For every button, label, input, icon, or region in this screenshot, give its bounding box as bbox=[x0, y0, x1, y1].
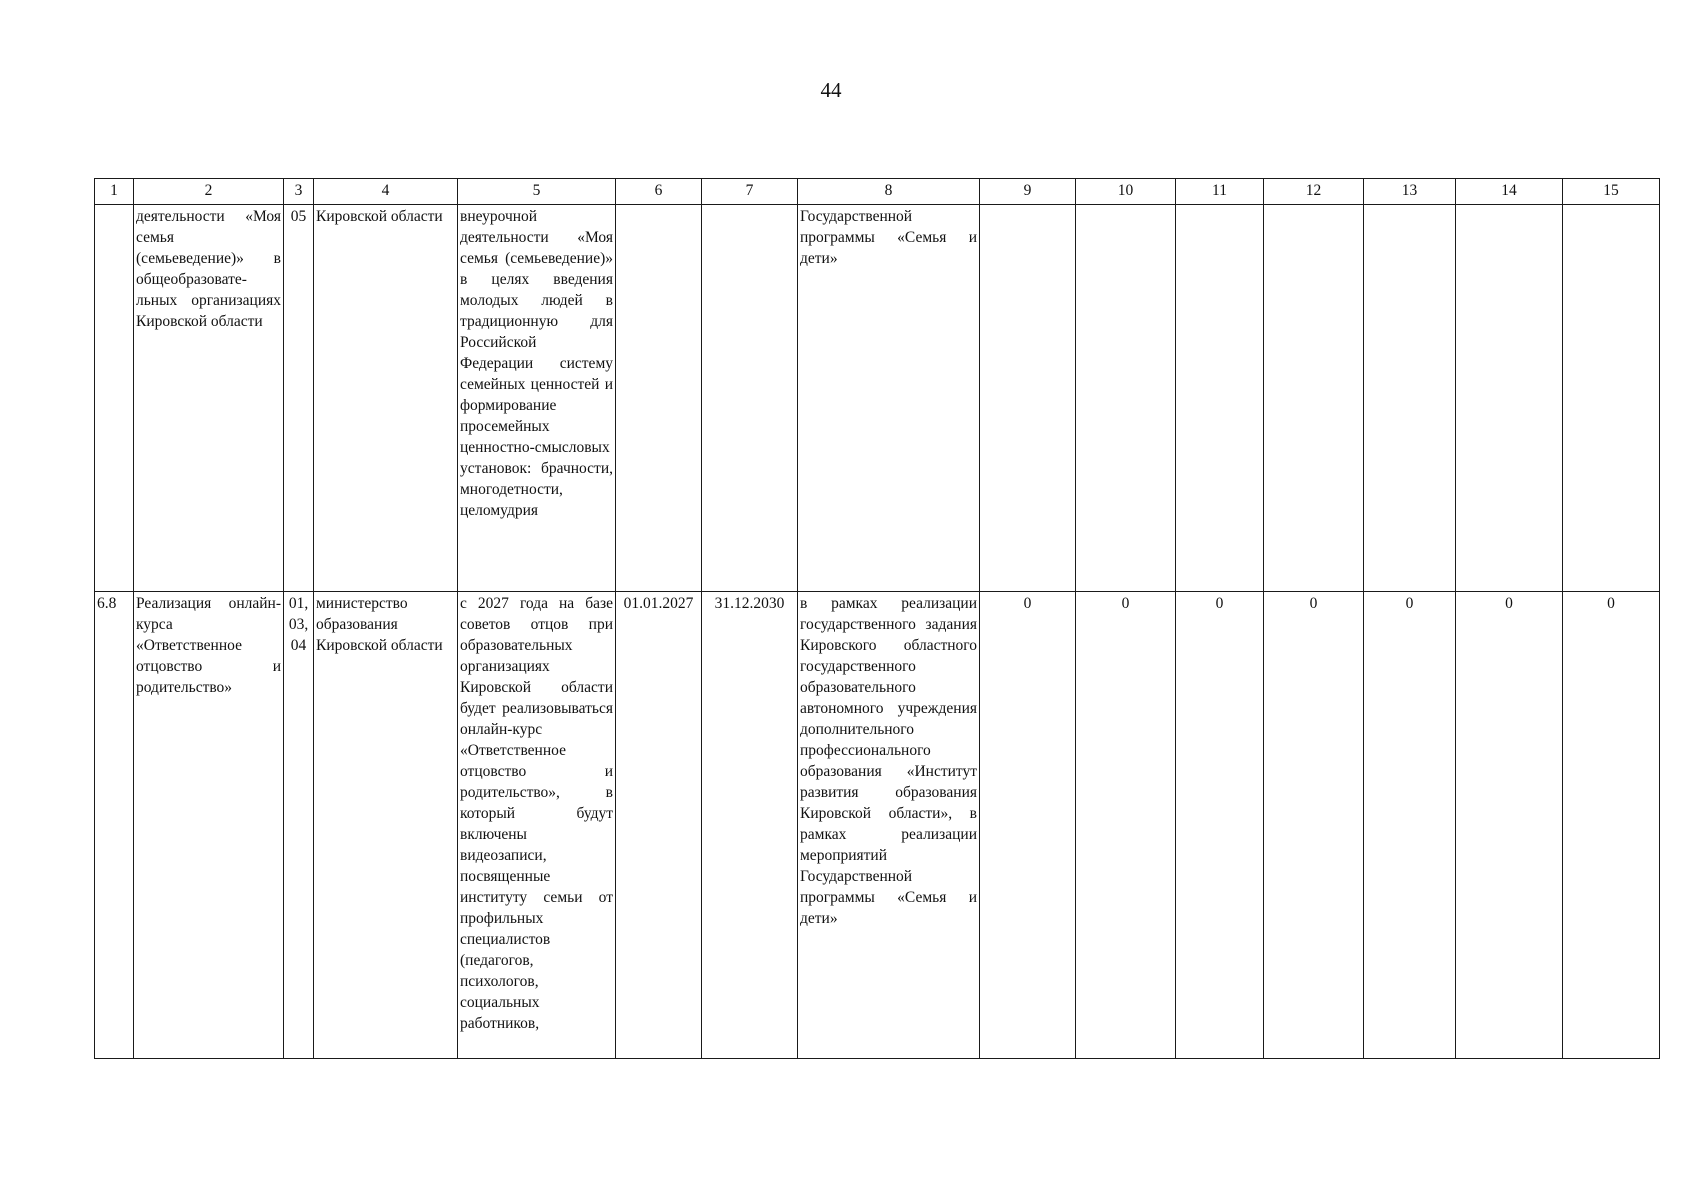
activity-name-cell: деятельности «Моя семья (семьеведение)» в общеобразовате-льных организациях Кировской области bbox=[134, 205, 284, 592]
value-cell bbox=[1456, 205, 1563, 592]
value-cell bbox=[1176, 205, 1264, 592]
column-number: 2 bbox=[134, 179, 284, 205]
value-cell: 0 bbox=[1176, 592, 1264, 1059]
item-number-cell bbox=[95, 205, 134, 592]
value-cell: 0 bbox=[1456, 592, 1563, 1059]
column-number: 6 bbox=[616, 179, 702, 205]
column-number: 5 bbox=[458, 179, 616, 205]
table-row bbox=[95, 205, 1660, 592]
funding-source-cell: Государственной программы «Семья и дети» bbox=[798, 205, 980, 592]
value-cell bbox=[980, 205, 1076, 592]
column-number: 3 bbox=[284, 179, 314, 205]
start-date-cell bbox=[616, 205, 702, 592]
activity-description-cell: с 2027 года на базе советов отцов при образовательных организациях Кировской области будет реализовываться онлайн-курс «Ответственное отцовство и родительство», в который будут включены видеозаписи, посвященные институту семьи от профильных специалистов (педагогов, психологов, социальных работников, bbox=[458, 592, 616, 1059]
funding-source-cell: в рамках реализации государственного задания Кировского областного государственного образовательного автономного учреждения дополнительного профессионального образования «Институт развития образования Кировской области», в рамках реализации мероприятий Государственной программы «Семья и дети» bbox=[798, 592, 980, 1059]
value-cell: 0 bbox=[980, 592, 1076, 1059]
value-cell bbox=[1563, 205, 1660, 592]
end-date-cell: 31.12.2030 bbox=[702, 592, 798, 1059]
responsible-executor-cell: Кировской области bbox=[314, 205, 458, 592]
start-date-cell: 01.01.2027 bbox=[616, 592, 702, 1059]
value-cell: 0 bbox=[1264, 592, 1364, 1059]
item-number-cell: 6.8 bbox=[95, 592, 134, 1059]
value-cell: 0 bbox=[1076, 592, 1176, 1059]
activity-description-cell: внеурочной деятельности «Моя семья (семьеведение)» в целях введения молодых людей в традиционную для Российской Федерации систему семейных ценностей и формирование просемейных ценностно-смысловых установок: брачности, многодетности, целомудрия bbox=[458, 205, 616, 592]
column-number-row bbox=[95, 179, 1660, 205]
responsible-executor-cell: министерство образования Кировской области bbox=[314, 592, 458, 1059]
value-cell bbox=[1364, 205, 1456, 592]
column-number: 14 bbox=[1456, 179, 1563, 205]
task-code-cell: 05 bbox=[284, 205, 314, 592]
column-number: 10 bbox=[1076, 179, 1176, 205]
column-number: 1 bbox=[95, 179, 134, 205]
column-number: 12 bbox=[1264, 179, 1364, 205]
column-number: 15 bbox=[1563, 179, 1660, 205]
value-cell: 0 bbox=[1563, 592, 1660, 1059]
end-date-cell bbox=[702, 205, 798, 592]
column-number: 13 bbox=[1364, 179, 1456, 205]
value-cell bbox=[1076, 205, 1176, 592]
column-number: 11 bbox=[1176, 179, 1264, 205]
column-number: 8 bbox=[798, 179, 980, 205]
program-activities-table bbox=[94, 178, 1660, 1059]
column-number: 7 bbox=[702, 179, 798, 205]
table-row bbox=[95, 592, 1660, 1059]
column-number: 4 bbox=[314, 179, 458, 205]
activity-name-cell: Реализация онлайн-курса «Ответственное отцовство и родительство» bbox=[134, 592, 284, 1059]
value-cell: 0 bbox=[1364, 592, 1456, 1059]
column-number: 9 bbox=[980, 179, 1076, 205]
page-number: 44 bbox=[820, 78, 842, 102]
value-cell bbox=[1264, 205, 1364, 592]
task-code-cell: 01, 03, 04 bbox=[284, 592, 314, 1059]
